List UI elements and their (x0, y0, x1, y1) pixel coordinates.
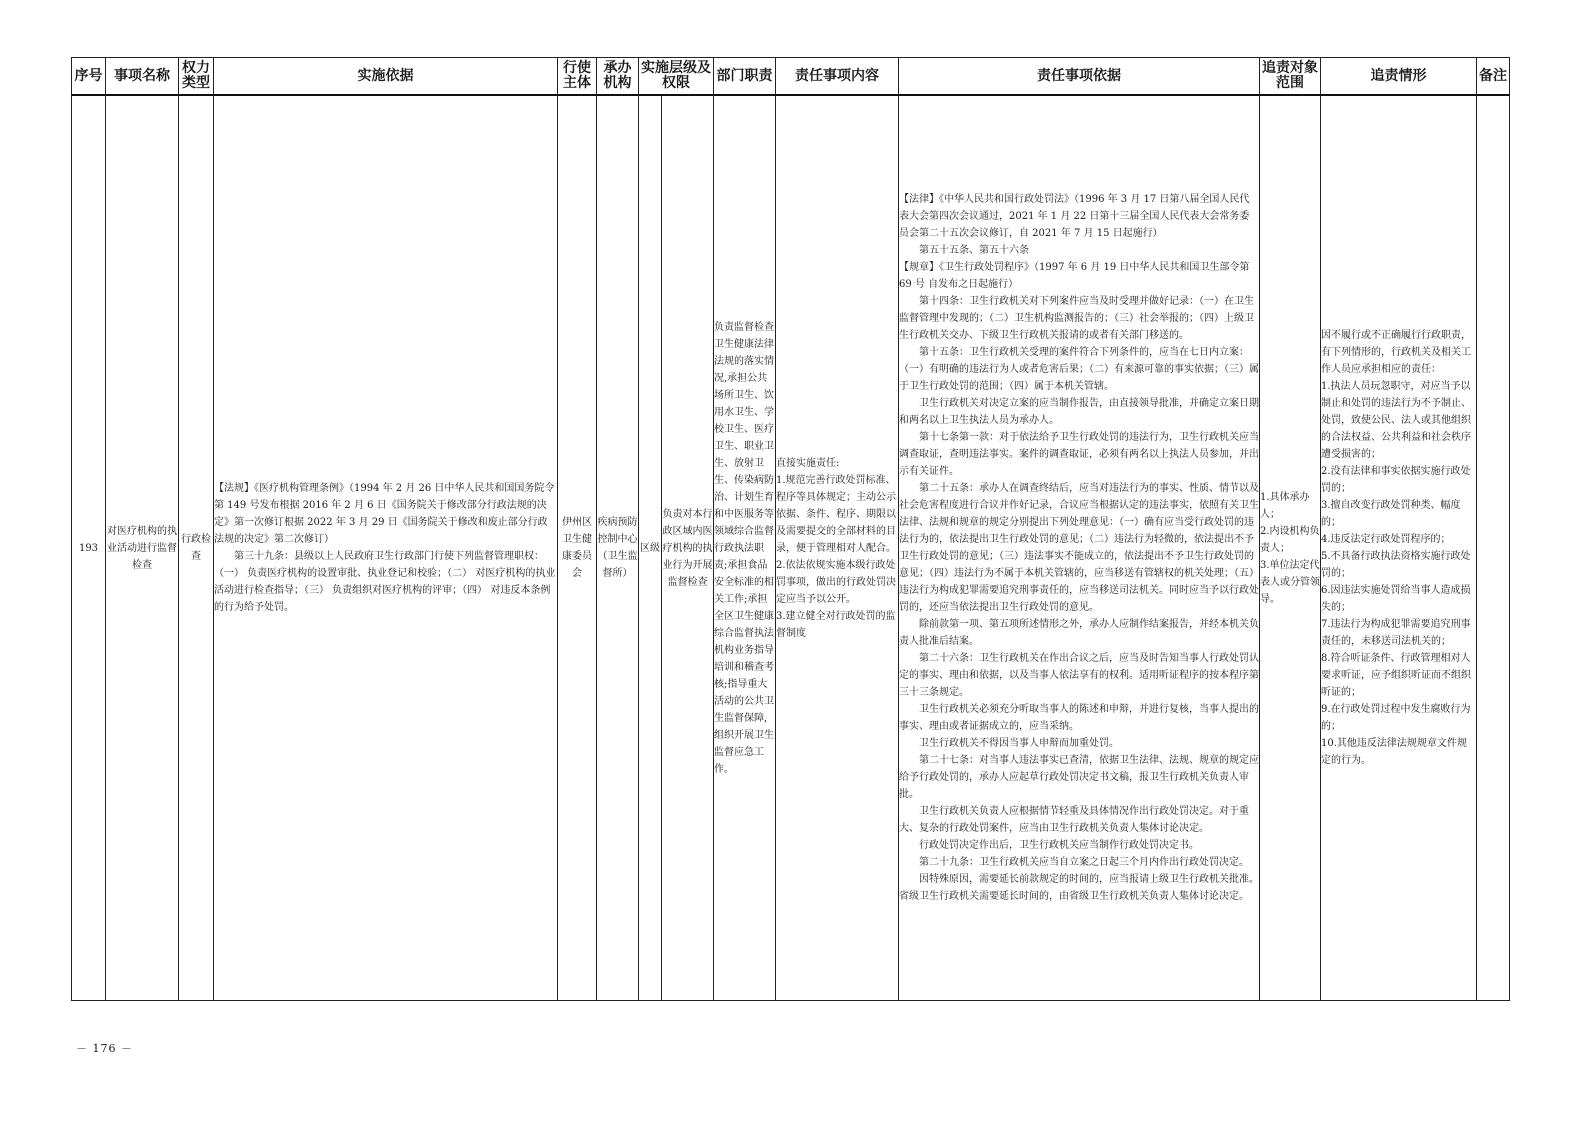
header-seq: 序号 (72, 58, 106, 96)
cell-dept-duty: 负责监督检查卫生健康法律法规的落实情况,承担公共场所卫生、饮用水卫生、学校卫生、医疗卫生、职业卫生、放射卫生、传染病防治、计划生育和中医服务等领域综合监督行政执法职责;承担食品安全标准的相关工作;承担全区卫生健康综合监督执法机构业务指导培训和稽查考核;指导重大活动的公共卫生监督保障,组织开展卫生监督应急工作。 (714, 95, 776, 1001)
resp-basis-paragraph: 卫生行政机关必须充分听取当事人的陈述和申辩，并进行复核，当事人提出的事实、理由或者证据成立的，应当采纳。 (899, 704, 1259, 732)
resp-basis-paragraph: 【法律】《中华人民共和国行政处罚法》（1996 年 3 月 17 日第八届全国人民代表大会第四次会议通过，2021 年 1 月 22 日第十三届全国人民代表大会常务委员会第二十五次会议修订，自 2021 年 7 月 15 日起施行） (899, 194, 1250, 239)
header-resp-basis: 责任事项依据 (899, 58, 1260, 96)
resp-basis-paragraph: 【规章】《卫生行政处罚程序》（1997 年 6 月 19 日中华人民共和国卫生部令第 69 号 自发布之日起施行） (899, 262, 1250, 290)
resp-basis-paragraph: 第二十六条：卫生行政机关在作出合议之后，应当及时告知当事人行政处罚认定的事实、理由和依据，以及当事人依法享有的权利。适用听证程序的按本程序第三十三条规定。 (899, 653, 1259, 698)
resp-content-line: 2.依法依规实施本级行政处罚事项，做出的行政处罚决定应当予以公开。 (776, 559, 896, 605)
resp-basis-paragraph: 除前款第一项、第五项所述情形之外，承办人应制作结案报告，并经本机关负责人批准后结案。 (899, 619, 1259, 647)
accountable-case-item: 8.符合听证条件、行政管理相对人要求听证，应予组织听证而不组织听证的； (1321, 653, 1471, 698)
accountable-case-item: 4.违反法定行政处罚程序的； (1321, 534, 1451, 545)
responsibility-table (71, 57, 1510, 1001)
cell-level: 区级 (639, 95, 662, 1001)
resp-basis-paragraph: 第二十九条：卫生行政机关应当自立案之日起三个月内作出行政处罚决定。 (919, 857, 1249, 868)
header-accountable-scope: 追责对象范围 (1260, 58, 1321, 96)
cell-accountable-cases (1321, 95, 1477, 1001)
table-header-row (72, 58, 1510, 96)
scope-line: 2.内设机构负责人； (1260, 525, 1320, 554)
header-resp-content: 责任事项内容 (776, 58, 899, 96)
cell-accountable-scope (1260, 95, 1321, 1001)
accountable-case-item: 因不履行或不正确履行行政职责，有下列情形的，行政机关及相关工作人员应承担相应的责任： (1321, 330, 1471, 375)
header-remarks: 备注 (1477, 58, 1510, 96)
accountable-case-item: 7.违法行为构成犯罪需要追究刑事责任的，未移送司法机关的； (1321, 619, 1471, 647)
resp-basis-paragraph: 卫生行政机关不得因当事人申辩而加重处罚。 (919, 738, 1119, 749)
cell-power-type: 行政检查 (179, 95, 214, 1001)
accountable-case-item: 6.因违法实施处罚给当事人造成损失的； (1321, 585, 1471, 613)
header-accountable-cases: 追责情形 (1321, 58, 1477, 96)
header-level: 实施层级及权限 (639, 58, 714, 96)
cell-resp-content (776, 95, 899, 1001)
cell-remarks (1477, 95, 1510, 1001)
accountable-case-item: 10.其他违反法律法规规章文件规定的行为。 (1321, 738, 1467, 766)
resp-basis-paragraph: 第五十五条、第五十六条 (919, 245, 1029, 256)
resp-basis-paragraph: 因特殊原因，需要延长前款规定的时间的，应当报请上级卫生行政机关批准。省级卫生行政机关需要延长时间的，由省级卫生行政机关负责人集体讨论决定。 (899, 874, 1259, 902)
accountable-case-item: 1.执法人员玩忽职守，对应当予以制止和处罚的违法行为不予制止、处罚，致使公民、法人或其他组织的合法权益、公共利益和社会秩序遭受损害的； (1321, 381, 1471, 460)
resp-basis-paragraph: 第十七条第一款：对于依法给予卫生行政处罚的违法行为，卫生行政机关应当调查取证，查明违法事实。案件的调查取证，必须有两名以上执法人员参加，并出示有关证件。 (899, 432, 1259, 477)
resp-basis-paragraph: 第十五条：卫生行政机关受理的案件符合下列条件的，应当在七日内立案：（一）有明确的违法行为人或者危害后果；（二）有来源可靠的事实依据；（三）属于卫生行政处罚的范围；（四）属于本机关管辖。 (899, 347, 1259, 392)
resp-basis-paragraph: 第十四条：卫生行政机关对下列案件应当及时受理并做好记录：（一）在卫生监督管理中发现的；（二）卫生机构监测报告的；（三）社会举报的；（四）上级卫生行政机关交办、下级卫生行政机关报请的或者有关部门移送的。 (899, 296, 1254, 341)
resp-content-line: 1.规范完善行政处罚标准、程序等具体规定；主动公示依据、条件、程序、期限以及需要提交的全部材料的目录，便于管理相对人配合。 (776, 474, 896, 554)
accountable-case-item: 3.擅自改变行政处罚种类、幅度的； (1321, 500, 1461, 528)
page-number: － 176 － (76, 1042, 133, 1055)
cell-item-name: 对医疗机构的执业活动进行监督检查 (106, 95, 179, 1001)
resp-basis-paragraph: 行政处罚决定作出后，卫生行政机关应当制作行政处罚决定书。 (919, 840, 1199, 851)
header-agency: 承办机构 (597, 58, 639, 96)
cell-seq: 193 (72, 95, 106, 1001)
cell-resp-basis (899, 95, 1260, 1001)
basis-paragraph: 【法规】《医疗机构管理条例》（1994 年 2 月 26 日中华人民共和国国务院令第 149 号发布根据 2016 年 2 月 6 日《国务院关于修改部分行政法规的决定》第一次修订根据 2022 年 3 月 29 日《国务院关于修改和废止部分行政法规的决定》第二次修订） (214, 483, 555, 545)
scope-line: 1.具体承办人； (1260, 491, 1310, 520)
resp-basis-paragraph: 第二十七条：对当事人违法事实已查清，依据卫生法律、法规、规章的规定应给予行政处罚的，承办人应起草行政处罚决定书文稿，报卫生行政机关负责人审批。 (899, 755, 1259, 800)
scope-line: 3.单位法定代表人或分管领导。 (1260, 559, 1320, 605)
table-row (72, 95, 1510, 1001)
cell-subject: 伊州区卫生健康委员会 (558, 95, 597, 1001)
accountable-case-item: 2.没有法律和事实依据实施行政处罚的； (1321, 466, 1471, 494)
resp-basis-paragraph: 卫生行政机关对决定立案的应当制作报告，由直接领导批准，并确定立案日期和两名以上卫生执法人员为承办人。 (899, 398, 1259, 426)
resp-basis-paragraph: 第二十五条：承办人在调查终结后，应当对违法行为的事实、性质、情节以及社会危害程度进行合议并作好记录，合议应当根据认定的违法事实，依照有关卫生法律、法规和规章的规定分别提出下列处理意见：（一）确有应当受行政处罚的违法行为的，依法提出卫生行政处罚的意见；（二）违法行为轻微的，依法提出不予卫生行政处罚的意见；（三）违法事实不能成立的，依法提出不予卫生行政处罚的意见；（四）违法行为不属于本机关管辖的，应当移送有管辖权的机关处理；（五）违法行为构成犯罪需要追究刑事责任的，应当移送司法机关。同时应当予以行政处罚的，还应当依法提出卫生行政处罚的意见。 (899, 483, 1259, 613)
basis-paragraph: 第三十九条：县级以上人民政府卫生行政部门行使下列监督管理职权：（一） 负责医疗机构的设置审批、执业登记和校验；（二） 对医疗机构的执业活动进行检查指导；（三） 负责组织对医疗机构的评审；（四） 对违反本条例的行为给予处罚。 (214, 551, 556, 613)
cell-basis (214, 95, 558, 1001)
resp-content-line: 直接实施责任: (776, 457, 840, 469)
resp-basis-paragraph: 卫生行政机关负责人应根据情节轻重及具体情况作出行政处罚决定。对于重大、复杂的行政处罚案件，应当由卫生行政机关负责人集体讨论决定。 (899, 806, 1249, 834)
accountable-case-item: 5.不具备行政执法资格实施行政处罚的； (1321, 551, 1471, 579)
accountable-case-item: 9.在行政处罚过程中发生腐败行为的； (1321, 704, 1471, 732)
header-basis: 实施依据 (214, 58, 558, 96)
header-dept-duty: 部门职责 (714, 58, 776, 96)
header-subject: 行使主体 (558, 58, 597, 96)
header-item-name: 事项名称 (106, 58, 179, 96)
resp-content-line: 3.建立健全对行政处罚的监督制度 (776, 610, 896, 639)
cell-agency: 疾病预防控制中心（卫生监督所） (597, 95, 639, 1001)
header-power-type: 权力类型 (179, 58, 214, 96)
cell-level-authority: 负责对本行政区域内医疗机构的执业行为开展监督检查 (662, 95, 714, 1001)
